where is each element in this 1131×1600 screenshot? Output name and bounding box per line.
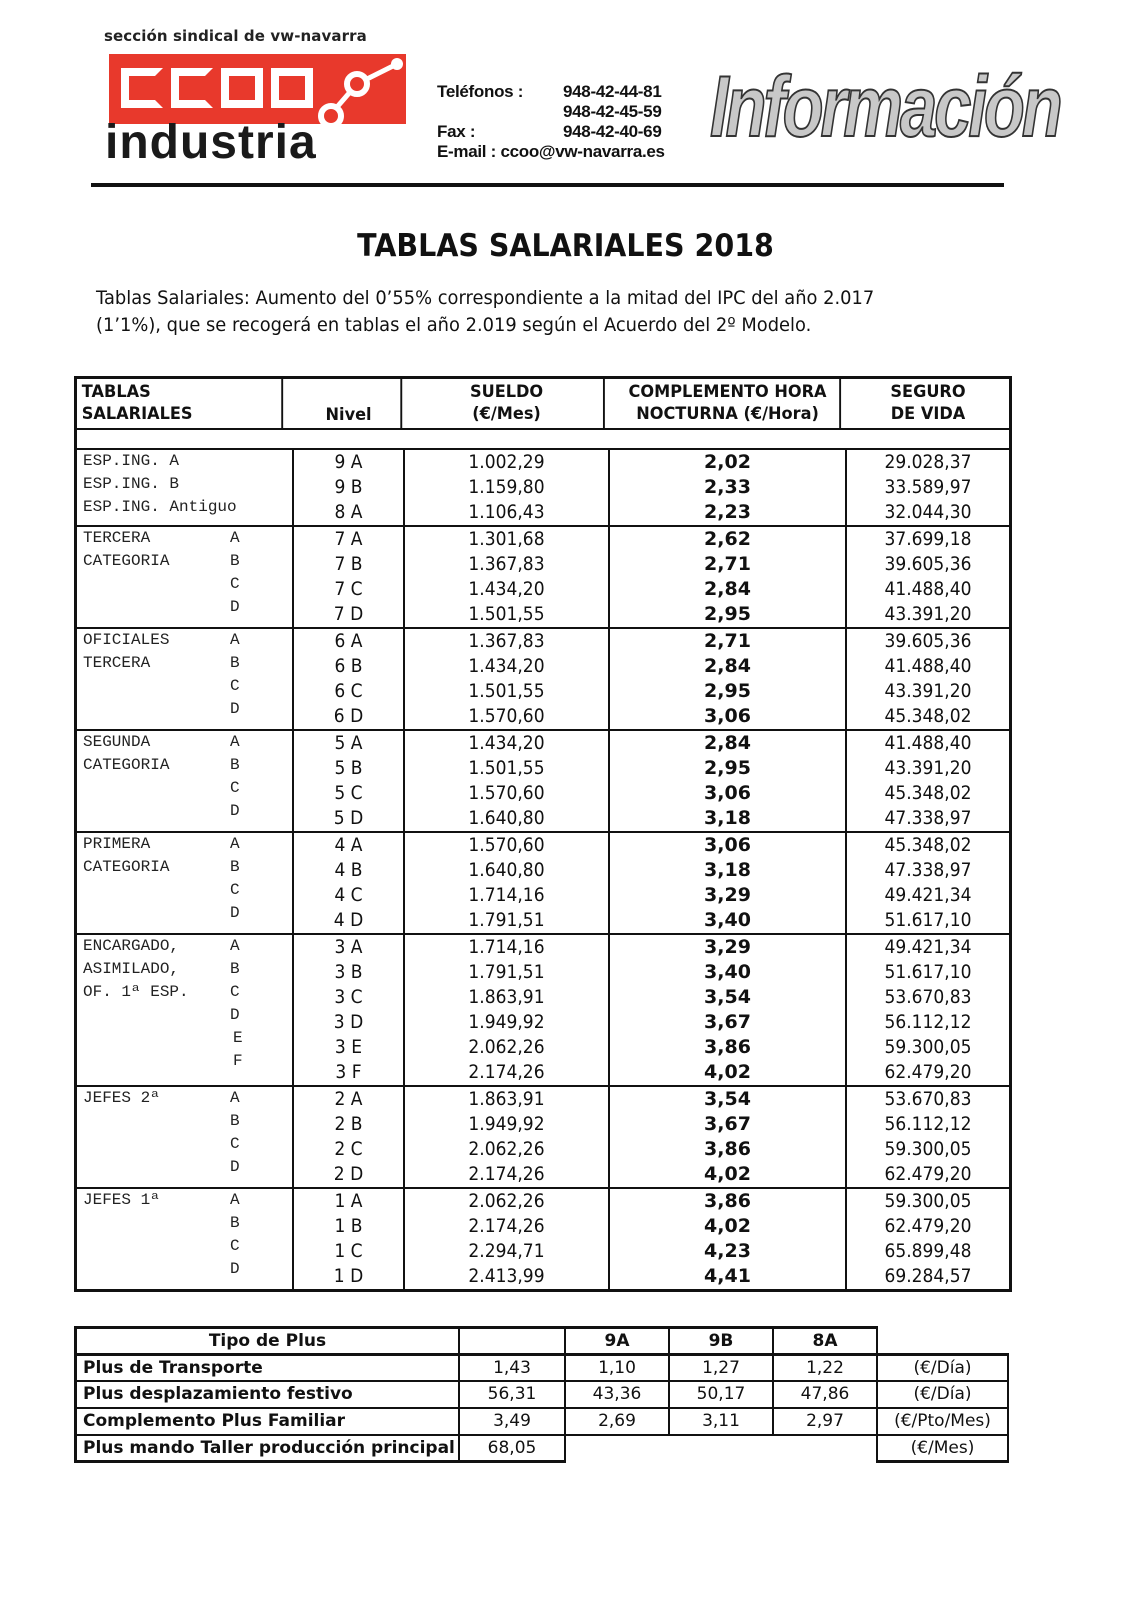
email-address: ccoo@vw-navarra.es bbox=[500, 142, 665, 161]
sueldo-cell: 1.640,80 bbox=[468, 807, 545, 829]
nivel-cell: 3 A bbox=[334, 936, 363, 958]
nivel-cell: 4 C bbox=[334, 884, 363, 906]
logo-letter-c bbox=[171, 68, 213, 108]
group-sub-letter: D bbox=[230, 802, 240, 820]
nivel-cell: 6 D bbox=[333, 705, 364, 727]
salary-group bbox=[77, 629, 1009, 731]
seguro-cell: 43.391,20 bbox=[884, 757, 972, 779]
plus-unit: (€/Día) bbox=[876, 1353, 1009, 1382]
nivel-cell: 5 A bbox=[334, 732, 363, 754]
sueldo-cell: 1.106,43 bbox=[468, 501, 545, 523]
seguro-cell: 62.479,20 bbox=[884, 1061, 972, 1083]
group-sub-letter: C bbox=[230, 575, 240, 593]
phone-2: 948-42-45-59 bbox=[563, 102, 662, 121]
sueldo-cell: 1.570,60 bbox=[468, 782, 545, 804]
seguro-cell: 45.348,02 bbox=[884, 782, 972, 804]
seguro-cell: 59.300,05 bbox=[884, 1138, 972, 1160]
group-sub-letter: C bbox=[230, 677, 240, 695]
group-label-line: JEFES 2ª bbox=[83, 1089, 160, 1107]
nivel-cell: 3 E bbox=[334, 1036, 363, 1058]
group-sub-letter: C bbox=[230, 881, 240, 899]
plus-9a-value: 1,10 bbox=[564, 1353, 670, 1382]
seguro-cell: 47.338,97 bbox=[884, 807, 972, 829]
nocturna-cell: 3,29 bbox=[704, 884, 751, 906]
nivel-column bbox=[294, 833, 405, 933]
group-label bbox=[77, 1087, 294, 1187]
email-label: E-mail : bbox=[437, 142, 497, 161]
seguro-cell: 41.488,40 bbox=[884, 578, 972, 600]
nocturna-cell: 4,02 bbox=[704, 1163, 751, 1185]
sueldo-cell: 1.791,51 bbox=[468, 961, 545, 983]
nivel-cell: 7 B bbox=[334, 553, 363, 575]
seguro-column bbox=[847, 731, 1009, 831]
nocturna-cell: 3,67 bbox=[704, 1011, 751, 1033]
fax-label: Fax : bbox=[437, 122, 476, 141]
salary-table bbox=[74, 376, 1012, 1292]
nocturna-cell: 3,29 bbox=[704, 936, 751, 958]
group-sub-letter: A bbox=[230, 1191, 240, 1209]
nivel-cell: 9 A bbox=[334, 451, 363, 473]
informacion-banner-title: Información bbox=[710, 59, 1060, 155]
header-9a: 9A bbox=[564, 1326, 670, 1355]
sueldo-cell: 2.294,71 bbox=[468, 1240, 545, 1262]
plus-row bbox=[74, 1382, 1009, 1409]
nocturna-cell: 2,84 bbox=[704, 578, 751, 600]
sueldo-cell: 2.062,26 bbox=[468, 1190, 545, 1212]
salary-group bbox=[77, 1189, 1009, 1289]
group-sub-letter: F bbox=[233, 1052, 243, 1070]
seguro-cell: 39.605,36 bbox=[884, 553, 972, 575]
group-sub-letter: A bbox=[230, 733, 240, 751]
seguro-cell: 43.391,20 bbox=[884, 680, 972, 702]
seguro-cell: 47.338,97 bbox=[884, 859, 972, 881]
nivel-cell: 7 A bbox=[334, 528, 363, 550]
group-sub-letter: B bbox=[230, 654, 240, 672]
group-sub-letter: D bbox=[230, 598, 240, 616]
nocturna-cell: 3,18 bbox=[704, 807, 751, 829]
nocturna-cell: 2,95 bbox=[704, 680, 751, 702]
seguro-cell: 41.488,40 bbox=[884, 732, 972, 754]
logo-letter-o bbox=[271, 68, 313, 108]
header-8a: 8A bbox=[772, 1326, 878, 1355]
nivel-cell: 3 B bbox=[334, 961, 363, 983]
plus-general-value: 68,05 bbox=[458, 1434, 566, 1463]
group-label-line: TERCERA bbox=[83, 529, 151, 547]
group-sub-letter: B bbox=[230, 552, 240, 570]
nivel-cell: 7 D bbox=[333, 603, 364, 625]
salary-group bbox=[77, 731, 1009, 833]
plus-general-value: 3,49 bbox=[458, 1407, 566, 1436]
plus-9b-value: 1,27 bbox=[668, 1353, 774, 1382]
sueldo-cell: 2.174,26 bbox=[468, 1061, 545, 1083]
plus-unit: (€/Día) bbox=[876, 1380, 1009, 1409]
sueldo-cell: 1.501,55 bbox=[468, 603, 545, 625]
plus-type-cell: Plus desplazamiento festivo bbox=[74, 1380, 460, 1409]
plus-type-cell: Complemento Plus Familiar bbox=[74, 1407, 460, 1436]
seguro-cell: 65.899,48 bbox=[884, 1240, 972, 1262]
logo-network-icon bbox=[309, 54, 406, 124]
sueldo-column bbox=[405, 1189, 610, 1289]
plus-general-value: 56,31 bbox=[458, 1380, 566, 1409]
sueldo-cell: 1.367,83 bbox=[468, 553, 545, 575]
plus-table-header bbox=[74, 1328, 1009, 1355]
header-complemento-nocturna: COMPLEMENTO HORA NOCTURNA (€/Hora) bbox=[616, 379, 841, 428]
plus-8a-value: 47,86 bbox=[772, 1380, 878, 1409]
header-nivel: Nivel bbox=[297, 379, 402, 428]
sueldo-cell: 1.002,29 bbox=[468, 451, 545, 473]
group-label bbox=[77, 731, 294, 831]
plus-9b-value bbox=[668, 1434, 774, 1463]
sueldo-column bbox=[405, 935, 610, 1085]
nivel-column bbox=[294, 527, 405, 627]
sueldo-column bbox=[405, 629, 610, 729]
sueldo-cell: 2.174,26 bbox=[468, 1163, 545, 1185]
sueldo-column bbox=[405, 527, 610, 627]
salary-group bbox=[77, 833, 1009, 935]
group-sub-letter: D bbox=[230, 1158, 240, 1176]
seguro-cell: 53.670,83 bbox=[884, 986, 972, 1008]
seguro-cell: 49.421,34 bbox=[884, 884, 972, 906]
nivel-cell: 5 C bbox=[334, 782, 363, 804]
sueldo-cell: 1.949,92 bbox=[468, 1113, 545, 1135]
nocturna-cell: 2,95 bbox=[704, 757, 751, 779]
header-divider bbox=[91, 183, 1004, 187]
nivel-column bbox=[294, 1087, 405, 1187]
plus-unit: (€/Mes) bbox=[876, 1434, 1009, 1463]
nivel-cell: 9 B bbox=[334, 476, 363, 498]
nocturna-cell: 3,86 bbox=[704, 1036, 751, 1058]
nivel-cell: 5 D bbox=[333, 807, 364, 829]
seguro-cell: 51.617,10 bbox=[884, 961, 972, 983]
sueldo-column bbox=[405, 450, 610, 525]
salary-group bbox=[77, 1087, 1009, 1189]
plus-row bbox=[74, 1355, 1009, 1382]
sueldo-column bbox=[405, 731, 610, 831]
seguro-cell: 43.391,20 bbox=[884, 603, 972, 625]
group-sub-letter: B bbox=[230, 858, 240, 876]
sueldo-cell: 2.174,26 bbox=[468, 1215, 545, 1237]
group-sub-letter: A bbox=[230, 631, 240, 649]
nivel-cell: 2 A bbox=[334, 1088, 363, 1110]
seguro-column bbox=[847, 1087, 1009, 1187]
sueldo-cell: 1.949,92 bbox=[468, 1011, 545, 1033]
nocturna-column bbox=[610, 450, 847, 525]
seguro-cell: 37.699,18 bbox=[884, 528, 972, 550]
group-sub-letter: C bbox=[230, 1237, 240, 1255]
sueldo-column bbox=[405, 833, 610, 933]
group-label-line: ENCARGADO, bbox=[83, 937, 180, 955]
group-label-line: CATEGORIA bbox=[83, 756, 170, 774]
salary-group bbox=[77, 527, 1009, 629]
group-label bbox=[77, 1189, 294, 1289]
seguro-column bbox=[847, 629, 1009, 729]
intro-line-1: Tablas Salariales: Aumento del 0’55% correspondiente a la mitad del IPC del año 2.017 bbox=[96, 287, 875, 309]
salary-groups bbox=[77, 450, 1009, 1289]
header-9b: 9B bbox=[668, 1326, 774, 1355]
seguro-column bbox=[847, 527, 1009, 627]
nivel-cell: 1 B bbox=[334, 1215, 363, 1237]
nocturna-cell: 3,86 bbox=[704, 1138, 751, 1160]
group-label-line: TERCERA bbox=[83, 654, 151, 672]
group-label-line: OF. 1ª ESP. bbox=[83, 983, 189, 1001]
group-label bbox=[77, 527, 294, 627]
seguro-cell: 41.488,40 bbox=[884, 655, 972, 677]
seguro-cell: 51.617,10 bbox=[884, 909, 972, 931]
logo-letter-c bbox=[121, 68, 163, 108]
sueldo-cell: 1.501,55 bbox=[468, 680, 545, 702]
nocturna-cell: 3,06 bbox=[704, 705, 751, 727]
seguro-cell: 56.112,12 bbox=[884, 1113, 972, 1135]
seguro-cell: 49.421,34 bbox=[884, 936, 972, 958]
group-sub-letter: D bbox=[230, 1006, 240, 1024]
nivel-cell: 3 F bbox=[335, 1061, 362, 1083]
nivel-column bbox=[294, 1189, 405, 1289]
group-label-line: ASIMILADO, bbox=[83, 960, 180, 978]
sueldo-cell: 1.301,68 bbox=[468, 528, 545, 550]
group-label bbox=[77, 450, 294, 525]
header-general bbox=[458, 1326, 566, 1355]
intro-line-2: (1’1%), que se recogerá en tablas el año 2.019 según el Acuerdo del 2º Modelo. bbox=[96, 314, 812, 336]
nivel-cell: 4 D bbox=[333, 909, 364, 931]
phones-label: Teléfonos : bbox=[437, 82, 524, 101]
sueldo-cell: 2.062,26 bbox=[468, 1036, 545, 1058]
group-sub-letter: A bbox=[230, 937, 240, 955]
header-sueldo: SUELDO (€/Mes) bbox=[410, 379, 605, 428]
group-label-line: ESP.ING. B bbox=[83, 475, 180, 493]
contact-block bbox=[437, 82, 665, 162]
seguro-cell: 69.284,57 bbox=[884, 1265, 972, 1287]
nivel-cell: 6 B bbox=[334, 655, 363, 677]
group-label-line: OFICIALES bbox=[83, 631, 170, 649]
sueldo-cell: 1.367,83 bbox=[468, 630, 545, 652]
ccoo-logo bbox=[109, 54, 406, 124]
nocturna-cell: 2,23 bbox=[704, 501, 751, 523]
plus-9b-value: 50,17 bbox=[668, 1380, 774, 1409]
sueldo-cell: 1.714,16 bbox=[468, 936, 545, 958]
group-label bbox=[77, 629, 294, 729]
group-label-line: CATEGORIA bbox=[83, 858, 170, 876]
header-spacer-row bbox=[77, 430, 1009, 450]
header-tipo-de-plus: Tipo de Plus bbox=[74, 1326, 460, 1355]
plus-table bbox=[74, 1328, 1009, 1463]
nocturna-column bbox=[610, 833, 847, 933]
nocturna-cell: 3,67 bbox=[704, 1113, 751, 1135]
nocturna-cell: 2,33 bbox=[704, 476, 751, 498]
nocturna-column bbox=[610, 1087, 847, 1187]
header-tablas-salariales: TABLAS SALARIALES bbox=[77, 379, 283, 428]
nivel-cell: 2 C bbox=[334, 1138, 363, 1160]
group-label-line: ESP.ING. A bbox=[83, 452, 180, 470]
group-label-line: JEFES 1ª bbox=[83, 1191, 160, 1209]
nivel-cell: 7 C bbox=[334, 578, 363, 600]
logo-letters bbox=[121, 68, 313, 108]
seguro-cell: 56.112,12 bbox=[884, 1011, 972, 1033]
group-sub-letter: A bbox=[230, 1089, 240, 1107]
sueldo-cell: 2.062,26 bbox=[468, 1138, 545, 1160]
plus-row bbox=[74, 1409, 1009, 1436]
salary-group bbox=[77, 935, 1009, 1087]
group-label-line: SEGUNDA bbox=[83, 733, 151, 751]
group-label-line: ESP.ING. Antiguo bbox=[83, 498, 237, 516]
group-sub-letter: A bbox=[230, 835, 240, 853]
seguro-cell: 39.605,36 bbox=[884, 630, 972, 652]
plus-8a-value bbox=[772, 1434, 878, 1463]
nocturna-cell: 3,06 bbox=[704, 834, 751, 856]
union-section-subtitle: sección sindical de vw-navarra bbox=[104, 27, 367, 45]
group-sub-letter: D bbox=[230, 904, 240, 922]
group-sub-letter: A bbox=[230, 529, 240, 547]
seguro-cell: 62.479,20 bbox=[884, 1163, 972, 1185]
nocturna-cell: 3,40 bbox=[704, 909, 751, 931]
sueldo-cell: 1.863,91 bbox=[468, 986, 545, 1008]
sueldo-cell: 1.863,91 bbox=[468, 1088, 545, 1110]
seguro-cell: 53.670,83 bbox=[884, 1088, 972, 1110]
nocturna-cell: 3,86 bbox=[704, 1190, 751, 1212]
group-sub-letter: B bbox=[230, 960, 240, 978]
fax-number: 948-42-40-69 bbox=[563, 122, 662, 141]
plus-8a-value: 2,97 bbox=[772, 1407, 878, 1436]
nocturna-cell: 2,71 bbox=[704, 630, 751, 652]
nivel-cell: 1 C bbox=[334, 1240, 363, 1262]
sueldo-column bbox=[405, 1087, 610, 1187]
nocturna-cell: 3,40 bbox=[704, 961, 751, 983]
nocturna-column bbox=[610, 731, 847, 831]
nivel-cell: 4 A bbox=[334, 834, 363, 856]
seguro-cell: 29.028,37 bbox=[884, 451, 972, 473]
nivel-column bbox=[294, 450, 405, 525]
nivel-cell: 4 B bbox=[334, 859, 363, 881]
sueldo-cell: 1.434,20 bbox=[468, 578, 545, 600]
seguro-column bbox=[847, 450, 1009, 525]
nocturna-cell: 2,62 bbox=[704, 528, 751, 550]
seguro-column bbox=[847, 1189, 1009, 1289]
nivel-cell: 2 D bbox=[333, 1163, 364, 1185]
group-sub-letter: B bbox=[230, 756, 240, 774]
sueldo-cell: 1.434,20 bbox=[468, 655, 545, 677]
nivel-cell: 6 C bbox=[334, 680, 363, 702]
plus-9a-value bbox=[564, 1434, 670, 1463]
seguro-cell: 59.300,05 bbox=[884, 1190, 972, 1212]
group-label-line: CATEGORIA bbox=[83, 552, 170, 570]
sueldo-cell: 1.714,16 bbox=[468, 884, 545, 906]
nocturna-column bbox=[610, 1189, 847, 1289]
header-seguro-vida: SEGURO DE VIDA bbox=[890, 382, 966, 424]
plus-row bbox=[74, 1436, 1009, 1463]
nocturna-cell: 2,95 bbox=[704, 603, 751, 625]
nocturna-column bbox=[610, 935, 847, 1085]
plus-general-value: 1,43 bbox=[458, 1353, 566, 1382]
seguro-cell: 33.589,97 bbox=[884, 476, 972, 498]
logo-letter-o bbox=[221, 68, 263, 108]
nivel-column bbox=[294, 629, 405, 729]
nivel-column bbox=[294, 935, 405, 1085]
plus-type-cell: Plus de Transporte bbox=[74, 1353, 460, 1382]
group-sub-letter: C bbox=[230, 983, 240, 1001]
seguro-cell: 45.348,02 bbox=[884, 834, 972, 856]
nocturna-cell: 3,54 bbox=[704, 1088, 751, 1110]
nocturna-cell: 4,02 bbox=[704, 1061, 751, 1083]
sueldo-cell: 1.501,55 bbox=[468, 757, 545, 779]
seguro-cell: 45.348,02 bbox=[884, 705, 972, 727]
phone-1: 948-42-44-81 bbox=[563, 82, 662, 101]
plus-8a-value: 1,22 bbox=[772, 1353, 878, 1382]
nivel-column bbox=[294, 731, 405, 831]
seguro-cell: 32.044,30 bbox=[884, 501, 972, 523]
salary-group bbox=[77, 450, 1009, 527]
nocturna-cell: 4,23 bbox=[704, 1240, 751, 1262]
plus-9a-value: 2,69 bbox=[564, 1407, 670, 1436]
plus-unit: (€/Pto/Mes) bbox=[876, 1407, 1009, 1436]
plus-9b-value: 3,11 bbox=[668, 1407, 774, 1436]
nivel-cell: 2 B bbox=[334, 1113, 363, 1135]
sueldo-cell: 1.570,60 bbox=[468, 705, 545, 727]
nocturna-cell: 3,06 bbox=[704, 782, 751, 804]
salary-table-header bbox=[77, 379, 1009, 430]
nivel-cell: 6 A bbox=[334, 630, 363, 652]
nocturna-cell: 3,18 bbox=[704, 859, 751, 881]
nocturna-cell: 2,84 bbox=[704, 655, 751, 677]
group-label bbox=[77, 935, 294, 1085]
sueldo-cell: 1.434,20 bbox=[468, 732, 545, 754]
nivel-cell: 8 A bbox=[334, 501, 363, 523]
nocturna-column bbox=[610, 629, 847, 729]
group-sub-letter: E bbox=[233, 1029, 243, 1047]
sueldo-cell: 1.570,60 bbox=[468, 834, 545, 856]
group-sub-letter: D bbox=[230, 1260, 240, 1278]
sueldo-cell: 1.640,80 bbox=[468, 859, 545, 881]
sueldo-cell: 1.159,80 bbox=[468, 476, 545, 498]
nocturna-cell: 4,41 bbox=[704, 1265, 751, 1287]
nivel-cell: 1 A bbox=[334, 1190, 363, 1212]
sueldo-cell: 2.413,99 bbox=[468, 1265, 545, 1287]
nocturna-cell: 4,02 bbox=[704, 1215, 751, 1237]
intro-paragraph bbox=[96, 285, 961, 339]
nocturna-cell: 2,02 bbox=[704, 451, 751, 473]
page-title: TABLAS SALARIALES 2018 bbox=[357, 228, 774, 264]
nocturna-cell: 3,54 bbox=[704, 986, 751, 1008]
group-label bbox=[77, 833, 294, 933]
nivel-cell: 3 D bbox=[333, 1011, 364, 1033]
group-sub-letter: C bbox=[230, 1135, 240, 1153]
logo-industria-text: industria bbox=[105, 116, 317, 169]
seguro-column bbox=[847, 833, 1009, 933]
group-sub-letter: D bbox=[230, 700, 240, 718]
nivel-cell: 1 D bbox=[333, 1265, 364, 1287]
group-sub-letter: B bbox=[230, 1214, 240, 1232]
seguro-cell: 59.300,05 bbox=[884, 1036, 972, 1058]
seguro-column bbox=[847, 935, 1009, 1085]
nocturna-cell: 2,71 bbox=[704, 553, 751, 575]
group-label-line: PRIMERA bbox=[83, 835, 151, 853]
nivel-cell: 3 C bbox=[334, 986, 363, 1008]
group-sub-letter: C bbox=[230, 779, 240, 797]
nivel-cell: 5 B bbox=[334, 757, 363, 779]
nocturna-column bbox=[610, 527, 847, 627]
plus-table-body bbox=[74, 1355, 1009, 1463]
seguro-cell: 62.479,20 bbox=[884, 1215, 972, 1237]
group-sub-letter: B bbox=[230, 1112, 240, 1130]
plus-type-cell: Plus mando Taller producción principal bbox=[74, 1434, 460, 1463]
plus-9a-value: 43,36 bbox=[564, 1380, 670, 1409]
sueldo-cell: 1.791,51 bbox=[468, 909, 545, 931]
nocturna-cell: 2,84 bbox=[704, 732, 751, 754]
